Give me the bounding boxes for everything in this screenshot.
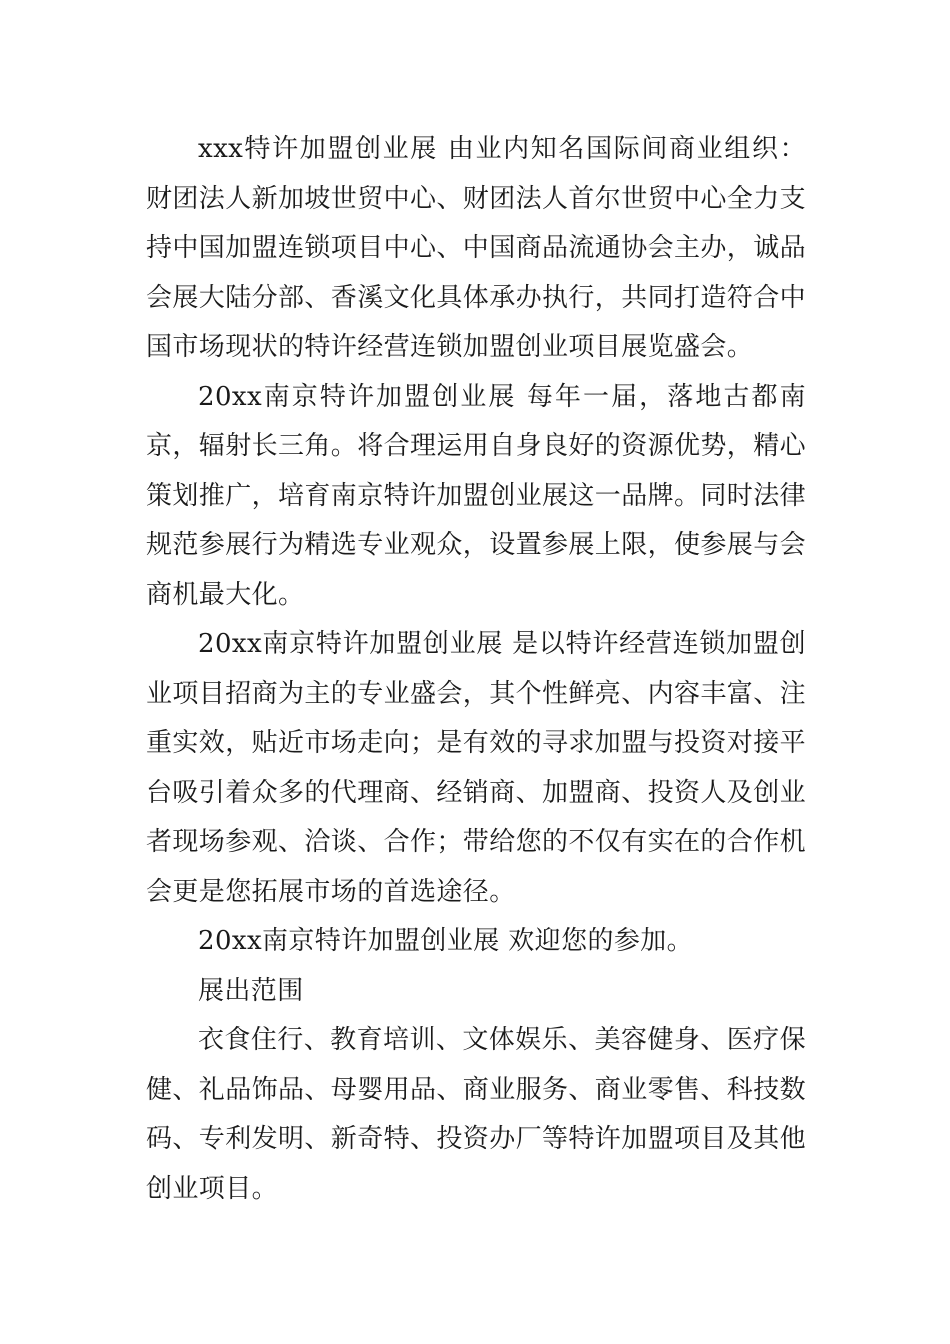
- section-heading: 展出范围: [198, 975, 304, 1006]
- document-page: [146, 125, 806, 1214]
- welcome-paragraph: 20xx南京特许加盟创业展 欢迎您的参加。: [198, 926, 694, 956]
- description-paragraph: 20xx南京特许加盟创业展 是以特许经营连锁加盟创业项目招商为主的专业盛会，其个性鲜亮、内容丰富、注重实效，贴近市场走向；是有效的寻求加盟与投资对接平台吸引着众多的代理商、经销商、加盟商、投资人及创业者现场参观、洽谈、合作；带给您的不仅有实在的合作机会更是您拓展市场的首选途径。: [146, 629, 807, 907]
- scope-paragraph: 衣食住行、教育培训、文体娱乐、美容健身、医疗保健、礼品饰品、母婴用品、商业服务、商业零售、科技数码、专利发明、新奇特、投资办厂等特许加盟项目及其他创业项目。: [146, 1025, 807, 1204]
- intro-paragraph: xxx特许加盟创业展 由业内知名国际间商业组织：财团法人新加坡世贸中心、财团法人首尔世贸中心全力支持中国加盟连锁项目中心、中国商品流通协会主办，诚品会展大陆分部、香溪文化具体承办执行，共同打造符合中国市场现状的特许经营连锁加盟创业项目展览盛会。: [146, 134, 807, 362]
- annual-paragraph: 20xx南京特许加盟创业展 每年一届，落地古都南京，辐射长三角。将合理运用自身良好的资源优势，精心策划推广，培育南京特许加盟创业展这一品牌。同时法律规范参展行为精选专业观众，设置参展上限，使参展与会商机最大化。: [146, 381, 807, 610]
